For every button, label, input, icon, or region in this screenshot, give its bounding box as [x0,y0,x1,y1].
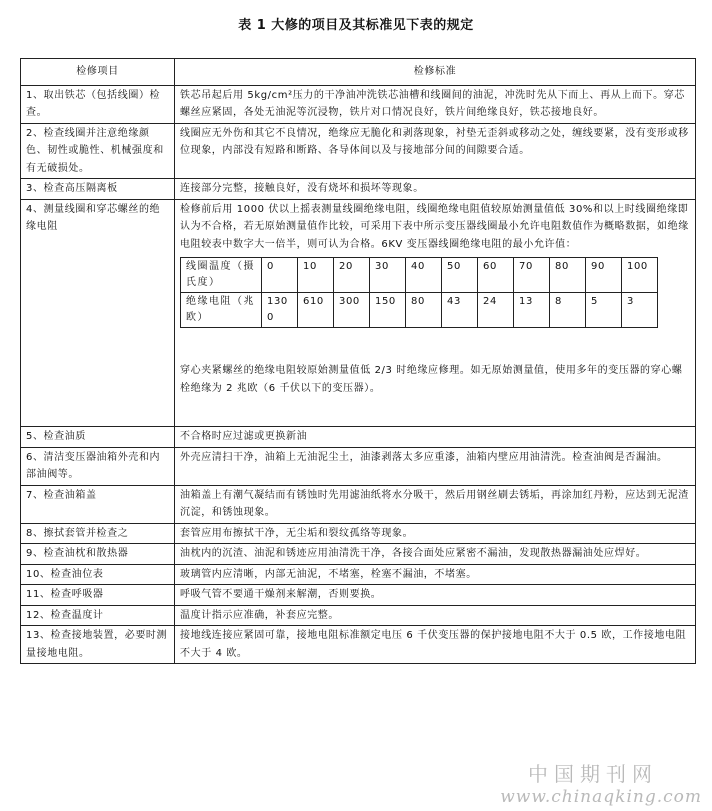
temperature-cell: 20 [334,258,370,293]
temperature-row-label: 线圈温度（摄氏度） [181,258,262,293]
item-cell: 5、检查油质 [21,427,175,448]
table-row [21,523,696,544]
watermark-site-name: 中国期刊网 [528,762,658,786]
item-cell: 7、检查油箱盖 [21,485,175,523]
table-row [21,626,696,664]
table-row [21,485,696,523]
maintenance-standards-table [20,58,696,664]
standard-cell: 不合格时应过滤或更换新油 [175,427,696,448]
temperature-cell: 70 [514,258,550,293]
resistance-cell: 610 [298,293,334,328]
item-cell: 12、检查温度计 [21,605,175,626]
temperature-cell: 60 [478,258,514,293]
item-cell: 2、检查线圈并注意绝缘颜色、韧性或脆性、机械强度和有无破损处。 [21,123,175,179]
standard-cell: 呼吸气管不要通干燥剂来解潮，否则要换。 [175,585,696,606]
resistance-cell: 13 [514,293,550,328]
resistance-cell: 300 [334,293,370,328]
standard-cell: 外壳应清扫干净，油箱上无油泥尘土，油漆剥落太多应重漆，油箱内壁应用油清洗。检查油阀是否漏油。 [175,447,696,485]
temperature-cell: 90 [586,258,622,293]
item-cell: 9、检查油枕和散热器 [21,544,175,565]
standard-cell: 油箱盖上有潮气凝结而有锈蚀时先用滤油纸将水分吸干，然后用钢丝刷去锈垢，再涂加红丹粉，应达到无泥渣沉淀，和锈蚀现象。 [175,485,696,523]
temperature-row [181,258,658,293]
item-cell: 4、测量线圈和穿芯螺丝的绝缘电阻 [21,199,175,427]
column-header-standard: 检修标准 [175,59,696,86]
resistance-cell: 80 [406,293,442,328]
resistance-cell: 5 [586,293,622,328]
resistance-row [181,293,658,328]
table-row [21,427,696,448]
table-row [21,544,696,565]
temperature-cell: 0 [262,258,298,293]
item-cell: 3、检查高压隔离板 [21,179,175,200]
standard-cell: 温度计指示应准确，补套应完整。 [175,605,696,626]
spacer [180,334,690,362]
table-header-row [21,59,696,86]
item-cell: 6、清洁变压器油箱外壳和内部油阀等。 [21,447,175,485]
resistance-table [180,257,658,328]
site-watermark [500,758,702,807]
standard-cell [175,199,696,427]
document-title: 表 1 大修的项目及其标准见下表的规定 [238,18,474,33]
table-row [21,85,696,123]
temperature-cell: 50 [442,258,478,293]
item-cell: 13、检查接地装置，必要时测量接地电阻。 [21,626,175,664]
table-row [21,605,696,626]
clamp-bolt-note: 穿心夹紧螺丝的绝缘电阻较原始测量值低 2/3 时绝缘应修理。如无原始测量值，使用多年的变压器的穿心螺栓绝缘为 2 兆欧（6 千伏以下的变压器）。 [180,365,683,394]
item-cell: 10、检查油位表 [21,564,175,585]
resistance-cell: 43 [442,293,478,328]
resistance-cell: 8 [550,293,586,328]
resistance-cell: 3 [622,293,658,328]
table-row [21,447,696,485]
standard-cell: 铁芯吊起后用 5kg/cm²压力的干净油冲洗铁芯油槽和线圈间的油泥，冲洗时先从下而上、再从上而下。穿芯螺丝应紧固，各处无油泥等沉浸物，铁片对口情况良好，铁片间绝缘良好，铁芯接地良好。 [175,85,696,123]
column-header-item: 检修项目 [21,59,175,86]
standard-cell: 连接部分完整，接触良好，没有烧坏和损坏等现象。 [175,179,696,200]
insulation-test-text: 检修前后用 1000 伏以上摇表测量线圈绝缘电阻，线圈绝缘电阻值较原始测量值低 30%和以上时线圈绝缘即认为不合格，若无原始测量值作比较，可采用下表中所示变压器线圈最小允许电阻数值作为概略数据，如绝缘电阻较表中数字大一倍半，则可认为合格。6KV 变压器线圈绝缘电阻的最小允许值： [180,203,689,250]
standard-cell: 线圈应无外伤和其它不良情况，绝缘应无脆化和剥落现象，衬垫无歪斜或移动之处，缠线要紧，没有变形或移位现象，内部没有短路和断路、各导体间以及与接地部分间的间隙要合适。 [175,123,696,179]
item-cell: 11、检查呼吸器 [21,585,175,606]
standard-cell: 接地线连接应紧固可靠，接地电阻标准额定电压 6 千伏变压器的保护接地电阻不大于 0.5 欧，工作接地电阻不大于 4 欧。 [175,626,696,664]
table-row [21,179,696,200]
item-cell: 8、擦拭套管并检查之 [21,523,175,544]
resistance-cell: 150 [370,293,406,328]
temperature-cell: 100 [622,258,658,293]
resistance-row-label: 绝缘电阻（兆欧） [181,293,262,328]
temperature-cell: 30 [370,258,406,293]
table-row [21,199,696,427]
spacer [180,397,690,425]
resistance-cell: 1300 [262,293,298,328]
temperature-cell: 80 [550,258,586,293]
standard-cell: 玻璃管内应清晰，内部无油泥，不堵塞，栓塞不漏油，不堵塞。 [175,564,696,585]
table-row [21,585,696,606]
resistance-cell: 24 [478,293,514,328]
standard-cell: 套管应用布擦拭干净，无尘垢和裂纹孤络等现象。 [175,523,696,544]
temperature-cell: 10 [298,258,334,293]
item-cell: 1、取出铁芯（包括线圈）检查。 [21,85,175,123]
table-row [21,123,696,179]
table-row [21,564,696,585]
watermark-url: www.chinaqking.com [500,787,702,807]
standard-cell: 油枕内的沉渣、油泥和锈迹应用油清洗干净，各接合面处应紧密不漏油，发现散热器漏油处应焊好。 [175,544,696,565]
temperature-cell: 40 [406,258,442,293]
